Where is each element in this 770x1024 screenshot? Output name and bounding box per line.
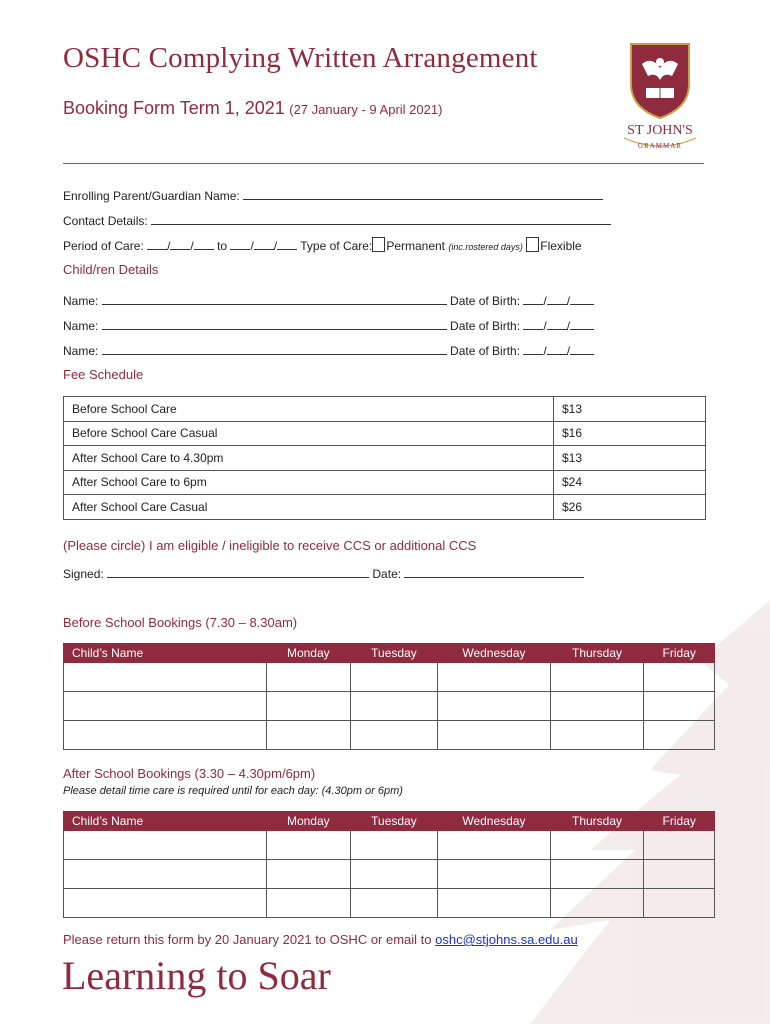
table-cell[interactable] — [644, 692, 715, 721]
dob-year-field[interactable] — [570, 318, 594, 330]
logo-name: ST JOHN'S — [627, 123, 693, 138]
table-cell[interactable] — [350, 889, 438, 918]
column-header: Wednesday — [438, 812, 550, 831]
table-row — [64, 831, 715, 860]
period-start-year-field[interactable] — [194, 238, 214, 250]
form-title: OSHC Complying Written Arrangement — [63, 42, 538, 74]
table-cell[interactable] — [550, 889, 644, 918]
after-school-table — [63, 811, 715, 918]
table-cell[interactable] — [267, 831, 351, 860]
child-row: Name: Date of Birth: / / — [63, 318, 594, 333]
table-header-row — [64, 812, 715, 831]
child-name-field[interactable] — [102, 343, 447, 355]
table-cell[interactable] — [64, 721, 267, 750]
child-name-label: Name: — [63, 344, 99, 358]
column-header: Child’s Name — [64, 812, 267, 831]
permanent-label: Permanent — [386, 239, 446, 253]
dob-year-field[interactable] — [570, 293, 594, 305]
dob-year-field[interactable] — [570, 343, 594, 355]
table-cell[interactable] — [438, 692, 550, 721]
table-row — [64, 495, 706, 520]
table-row — [64, 470, 706, 495]
table-cell[interactable] — [64, 663, 267, 692]
guardian-label: Enrolling Parent/Guardian Name: — [63, 189, 240, 203]
period-end-year-field[interactable] — [277, 238, 297, 250]
logo-motto: GRAMMAR — [638, 142, 682, 150]
table-cell[interactable] — [438, 663, 550, 692]
table-row — [64, 889, 715, 918]
rostered-note: (inc.rostered days) — [448, 242, 523, 252]
permanent-checkbox[interactable] — [372, 237, 385, 252]
dob-day-field[interactable] — [523, 318, 543, 330]
fee-price: $13 — [554, 397, 706, 422]
table-cell[interactable] — [550, 860, 644, 889]
table-cell[interactable] — [64, 692, 267, 721]
period-start-month-field[interactable] — [170, 238, 190, 250]
table-cell[interactable] — [438, 889, 550, 918]
before-school-table — [63, 643, 715, 750]
dob-month-field[interactable] — [547, 343, 567, 355]
after-school-note: Please detail time care is required until for each day: (4.30pm or 6pm) — [63, 785, 403, 797]
table-cell[interactable] — [550, 663, 644, 692]
child-dob-label: Date of Birth: — [450, 319, 521, 333]
table-cell[interactable] — [550, 831, 644, 860]
table-row — [64, 663, 715, 692]
table-cell[interactable] — [64, 860, 267, 889]
flexible-label: Flexible — [540, 239, 582, 253]
column-header: Tuesday — [350, 644, 438, 663]
signature-field[interactable] — [107, 566, 369, 578]
table-cell[interactable] — [644, 721, 715, 750]
table-row — [64, 860, 715, 889]
period-to-label: to — [217, 239, 228, 253]
dob-day-field[interactable] — [523, 293, 543, 305]
eligibility-statement[interactable]: (Please circle) I am eligible / ineligible to receive CCS or additional CCS — [63, 538, 477, 553]
table-cell[interactable] — [267, 663, 351, 692]
fee-label: Before School Care — [64, 397, 554, 422]
contact-label: Contact Details: — [63, 214, 148, 228]
fee-price: $24 — [554, 470, 706, 495]
table-cell[interactable] — [64, 889, 267, 918]
column-header: Friday — [644, 812, 715, 831]
table-cell[interactable] — [644, 860, 715, 889]
table-cell[interactable] — [267, 692, 351, 721]
subtitle-dates: (27 January - 9 April 2021) — [289, 102, 443, 117]
table-cell[interactable] — [350, 860, 438, 889]
period-start-day-field[interactable] — [147, 238, 167, 250]
table-row — [64, 446, 706, 471]
table-cell[interactable] — [267, 860, 351, 889]
table-cell[interactable] — [350, 831, 438, 860]
child-row: Name: Date of Birth: / / — [63, 343, 594, 358]
return-instruction — [63, 932, 578, 947]
column-header: Friday — [644, 644, 715, 663]
column-header: Tuesday — [350, 812, 438, 831]
child-name-label: Name: — [63, 294, 99, 308]
column-header: Child’s Name — [64, 644, 267, 663]
table-cell[interactable] — [350, 692, 438, 721]
tagline: Learning to Soar — [62, 953, 331, 998]
signature-row — [63, 566, 584, 581]
child-name-label: Name: — [63, 319, 99, 333]
child-name-field[interactable] — [102, 293, 447, 305]
table-cell[interactable] — [438, 721, 550, 750]
table-cell[interactable] — [267, 889, 351, 918]
before-school-heading: Before School Bookings (7.30 – 8.30am) — [63, 615, 298, 630]
table-cell[interactable] — [350, 663, 438, 692]
table-cell[interactable] — [350, 721, 438, 750]
return-text: Please return this form by 20 January 2021 to OSHC or email to — [63, 932, 432, 947]
table-cell[interactable] — [644, 831, 715, 860]
signature-date-field[interactable] — [404, 566, 584, 578]
dob-month-field[interactable] — [547, 293, 567, 305]
table-row — [64, 397, 706, 422]
column-header: Thursday — [550, 644, 644, 663]
fee-label: After School Care Casual — [64, 495, 554, 520]
table-cell[interactable] — [64, 831, 267, 860]
dob-day-field[interactable] — [523, 343, 543, 355]
period-end-month-field[interactable] — [254, 238, 274, 250]
subtitle-term: Booking Form Term 1, 2021 — [63, 98, 285, 118]
child-row: Name: Date of Birth: / / — [63, 293, 594, 308]
fee-price: $13 — [554, 446, 706, 471]
fee-label: Before School Care Casual — [64, 421, 554, 446]
table-cell[interactable] — [438, 831, 550, 860]
table-row — [64, 721, 715, 750]
child-name-field[interactable] — [102, 318, 447, 330]
fee-price: $16 — [554, 421, 706, 446]
flexible-checkbox[interactable] — [526, 237, 539, 252]
column-header: Monday — [267, 644, 351, 663]
form-subtitle — [63, 98, 442, 119]
period-end-day-field[interactable] — [230, 238, 250, 250]
child-dob-label: Date of Birth: — [450, 294, 521, 308]
table-header-row — [64, 644, 715, 663]
column-header: Wednesday — [438, 644, 550, 663]
column-header: Monday — [267, 812, 351, 831]
fee-label: After School Care to 6pm — [64, 470, 554, 495]
header-divider — [63, 163, 704, 164]
fee-label: After School Care to 4.30pm — [64, 446, 554, 471]
contact-details-field[interactable] — [151, 213, 611, 225]
after-school-heading: After School Bookings (3.30 – 4.30pm/6pm) — [63, 766, 316, 781]
children-heading: Child/ren Details — [63, 262, 159, 277]
email-link[interactable]: oshc@stjohns.sa.edu.au — [435, 932, 578, 947]
table-cell[interactable] — [550, 692, 644, 721]
date-label: Date: — [372, 567, 402, 581]
period-label: Period of Care: — [63, 239, 144, 253]
table-cell[interactable] — [438, 860, 550, 889]
table-row — [64, 692, 715, 721]
st-johns-logo-icon — [612, 42, 708, 154]
fee-schedule-table — [63, 396, 706, 520]
table-row — [64, 421, 706, 446]
child-dob-label: Date of Birth: — [450, 344, 521, 358]
guardian-row — [63, 188, 603, 203]
guardian-name-field[interactable] — [243, 188, 603, 200]
contact-row — [63, 213, 611, 228]
dob-month-field[interactable] — [547, 318, 567, 330]
signed-label: Signed: — [63, 567, 104, 581]
fee-schedule-heading: Fee Schedule — [63, 367, 144, 382]
column-header: Thursday — [550, 812, 644, 831]
type-of-care-label: Type of Care: — [300, 239, 373, 253]
table-cell[interactable] — [644, 889, 715, 918]
period-row: Period of Care: / / to / / Type of Care: Permanent (inc.rostered days) Flexible — [63, 239, 582, 253]
fee-price: $26 — [554, 495, 706, 520]
table-cell[interactable] — [644, 663, 715, 692]
table-cell[interactable] — [550, 721, 644, 750]
table-cell[interactable] — [267, 721, 351, 750]
